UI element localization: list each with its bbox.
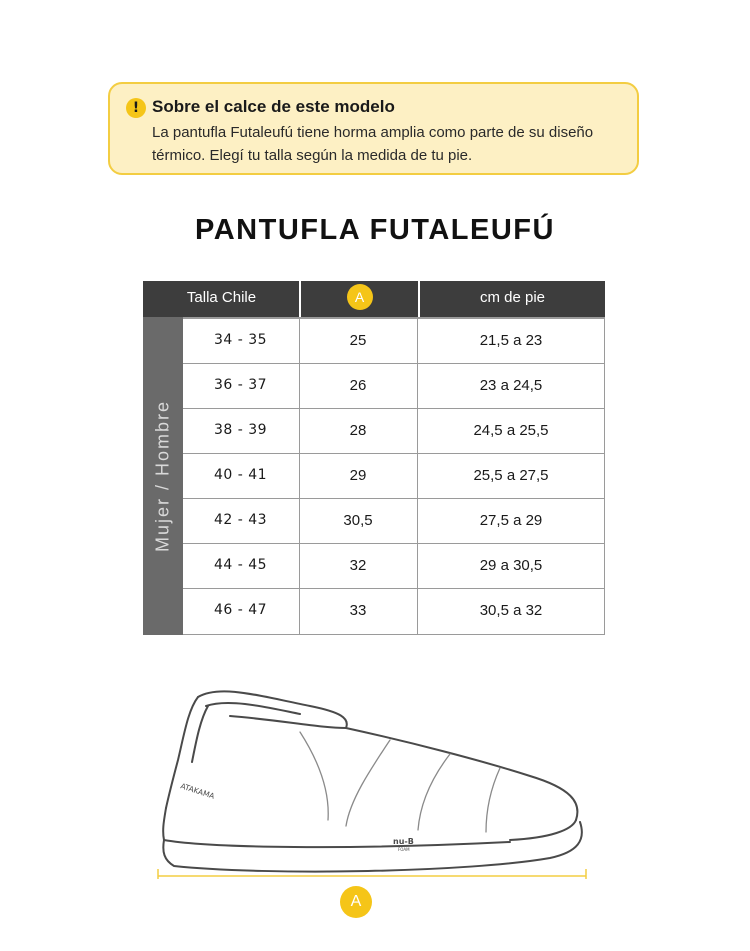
notice-body: La pantufla Futaleufú tiene horma amplia como parte de su diseño térmico. Elegí tu talla según la medida de tu pie.: [152, 124, 594, 164]
measure-a-cell: 25: [349, 332, 367, 349]
sole-brand-sub: FOAM: [398, 847, 410, 852]
group-label: [143, 317, 183, 635]
table-row: [183, 363, 604, 408]
measure-a-cell: 26: [349, 377, 367, 394]
fit-notice: [108, 82, 639, 175]
table-row: [183, 588, 604, 633]
measure-a-badge: A: [347, 284, 373, 310]
table-row: [183, 408, 604, 453]
size-cell: 42 - 43: [213, 512, 268, 528]
foot-cm-cell: 25,5 a 27,5: [473, 467, 549, 484]
side-brand: ATAKAMA: [179, 781, 216, 801]
measure-a-badge: A: [340, 886, 372, 918]
foot-cm-cell: 30,5 a 32: [479, 602, 543, 619]
table-row: [183, 453, 604, 498]
table-header: [143, 281, 605, 317]
measure-a-cell: 33: [349, 602, 367, 619]
table-row: [183, 318, 604, 363]
foot-cm-cell: 23 a 24,5: [479, 377, 543, 394]
foot-cm-cell: 21,5 a 23: [479, 332, 543, 349]
sole-brand: nu-B: [393, 837, 414, 846]
foot-cm-cell: 29 a 30,5: [479, 557, 543, 574]
size-cell: 38 - 39: [213, 422, 268, 438]
size-cell: 46 - 47: [213, 602, 268, 618]
measure-a-cell: 28: [349, 422, 367, 439]
table-row: [183, 498, 604, 543]
measure-a-cell: 32: [349, 557, 367, 574]
exclamation-icon: !: [126, 98, 146, 118]
measure-a-cell: 29: [349, 467, 367, 484]
table-body: [183, 317, 605, 635]
foot-cm-cell: 27,5 a 29: [479, 512, 543, 529]
slipper-drawing: [150, 680, 600, 880]
header-measure-a: [301, 281, 418, 317]
size-cell: 44 - 45: [213, 557, 268, 573]
size-cell: 34 - 35: [213, 332, 268, 348]
foot-cm-cell: 24,5 a 25,5: [473, 422, 549, 439]
header-size: Talla Chile: [186, 289, 257, 306]
size-table: [143, 281, 605, 635]
size-cell: 36 - 37: [213, 377, 268, 393]
table-row: [183, 543, 604, 588]
size-cell: 40 - 41: [213, 467, 268, 483]
notice-title: Sobre el calce de este modelo: [152, 97, 395, 116]
header-foot: cm de pie: [479, 289, 546, 306]
group-label-text: Mujer / Hombre: [152, 399, 173, 553]
page-title: PANTUFLA FUTALEUFÚ: [195, 214, 555, 246]
measure-a-cell: 30,5: [343, 512, 373, 529]
